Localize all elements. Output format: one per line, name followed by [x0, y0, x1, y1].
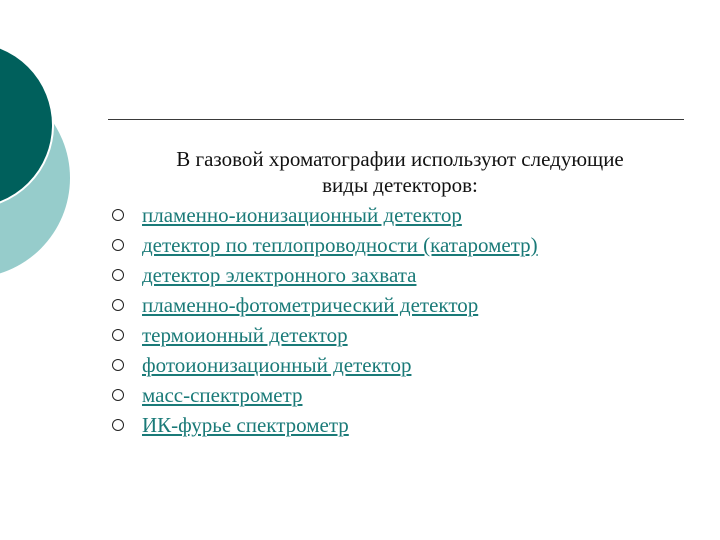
list-item [112, 350, 538, 380]
detector-link[interactable]: термоионный детектор [142, 323, 348, 347]
hollow-circle-icon [112, 299, 124, 311]
hollow-circle-icon [112, 389, 124, 401]
list-item [112, 260, 538, 290]
detector-link[interactable]: ИК-фурье спектрометр [142, 413, 349, 437]
slide-heading [120, 146, 680, 198]
list-item [112, 290, 538, 320]
heading-line-1: В газовой хроматографии используют следующие [176, 147, 624, 171]
detector-link[interactable]: детектор по теплопроводности (катарометр) [142, 233, 538, 257]
detector-list [112, 200, 538, 440]
hollow-circle-icon [112, 359, 124, 371]
hollow-circle-icon [112, 329, 124, 341]
title-divider [108, 119, 684, 120]
hollow-circle-icon [112, 419, 124, 431]
list-item [112, 230, 538, 260]
hollow-circle-icon [112, 209, 124, 221]
detector-link[interactable]: пламенно-фотометрический детектор [142, 293, 479, 317]
list-item [112, 320, 538, 350]
decorative-circles [0, 0, 120, 300]
list-item [112, 380, 538, 410]
list-item [112, 200, 538, 230]
detector-link[interactable]: масс-спектрометр [142, 383, 303, 407]
heading-line-2: виды детекторов: [322, 173, 478, 197]
list-item [112, 410, 538, 440]
detector-link[interactable]: детектор электронного захвата [142, 263, 417, 287]
hollow-circle-icon [112, 239, 124, 251]
detector-link[interactable]: пламенно-ионизационный детектор [142, 203, 462, 227]
detector-link[interactable]: фотоионизационный детектор [142, 353, 412, 377]
hollow-circle-icon [112, 269, 124, 281]
